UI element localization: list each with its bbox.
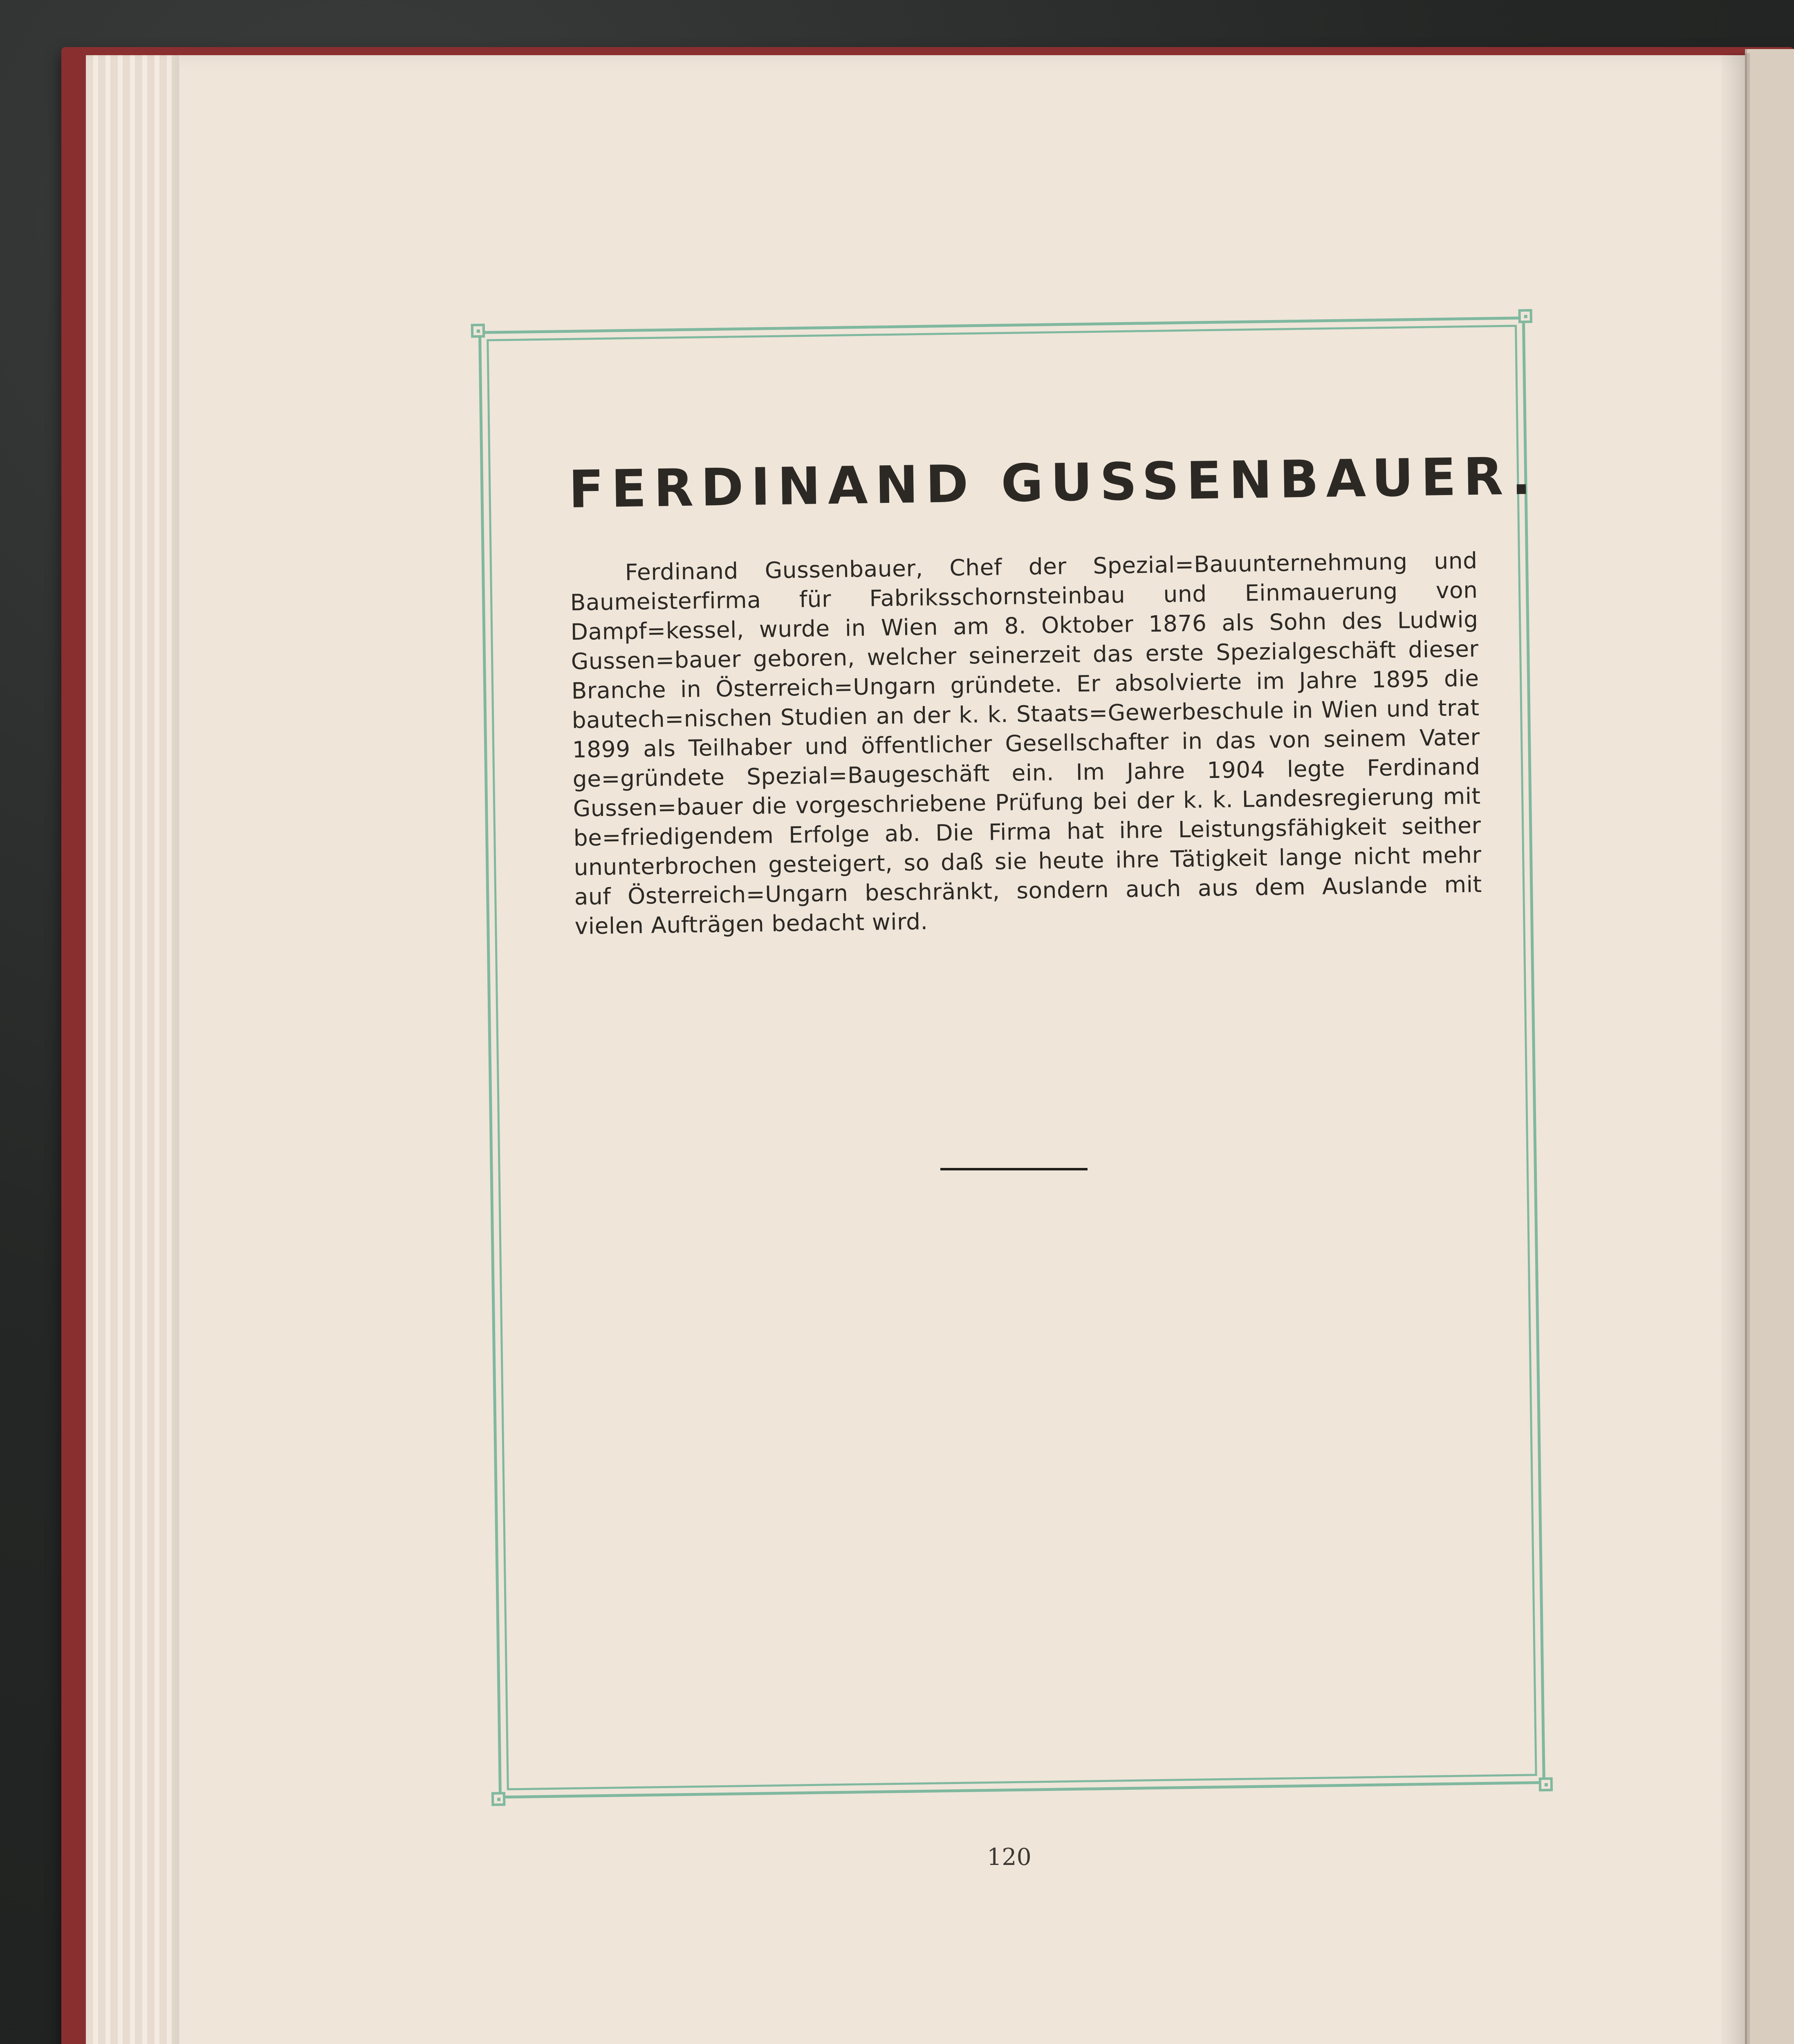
- right-page-edge: [1745, 49, 1794, 2044]
- section-divider: [940, 1168, 1088, 1170]
- frame-corner-bottom-left-icon: [491, 1792, 505, 1806]
- article-paragraph: Ferdinand Gussenbauer, Chef der Spezial=Bauunternehmung und Baumeisterfirma für Fabriksschornsteinbau und Einmauerung von Dampf=kessel, wurde in Wien am 8. Oktober 1876 als Sohn des Ludwig Gussen=bauer geboren, welcher seinerzeit das erste Spezialgeschäft dieser Branche in Österreich=Ungarn gründete. Er absolvierte im Jahre 1895 die bautech=nischen Studien an der k. k. Staats=Gewerbeschule in Wien und trat 1899 als Teilhaber und öffentlicher Gesellschafter in das von seinem Vater ge=gründete Spezial=Baugeschäft ein. Im Jahre 1904 legte Ferdinand Gussen=bauer die vorgeschriebene Prüfung bei der k. k. Landesregierung mit be=friedigendem Erfolge ab. Die Firma hat ihre Leistungsfähigkeit seither ununterbrochen gesteigert, so daß sie heute ihre Tätigkeit lange nicht mehr auf Österreich=Ungarn beschränkt, sondern auch aus dem Auslande mit vielen Aufträgen bedacht wird.: [570, 547, 1482, 939]
- binding-shadow: [1721, 53, 1750, 2044]
- frame-corner-top-right-icon: [1518, 309, 1532, 323]
- page-number: 120: [987, 1844, 1032, 1871]
- frame-corner-top-left-icon: [471, 324, 485, 338]
- page-title: FERDINAND GUSSENBAUER.: [568, 446, 1539, 520]
- page-edges: [86, 55, 180, 2044]
- article-content: [568, 446, 1539, 964]
- frame-corner-bottom-right-icon: [1539, 1777, 1553, 1791]
